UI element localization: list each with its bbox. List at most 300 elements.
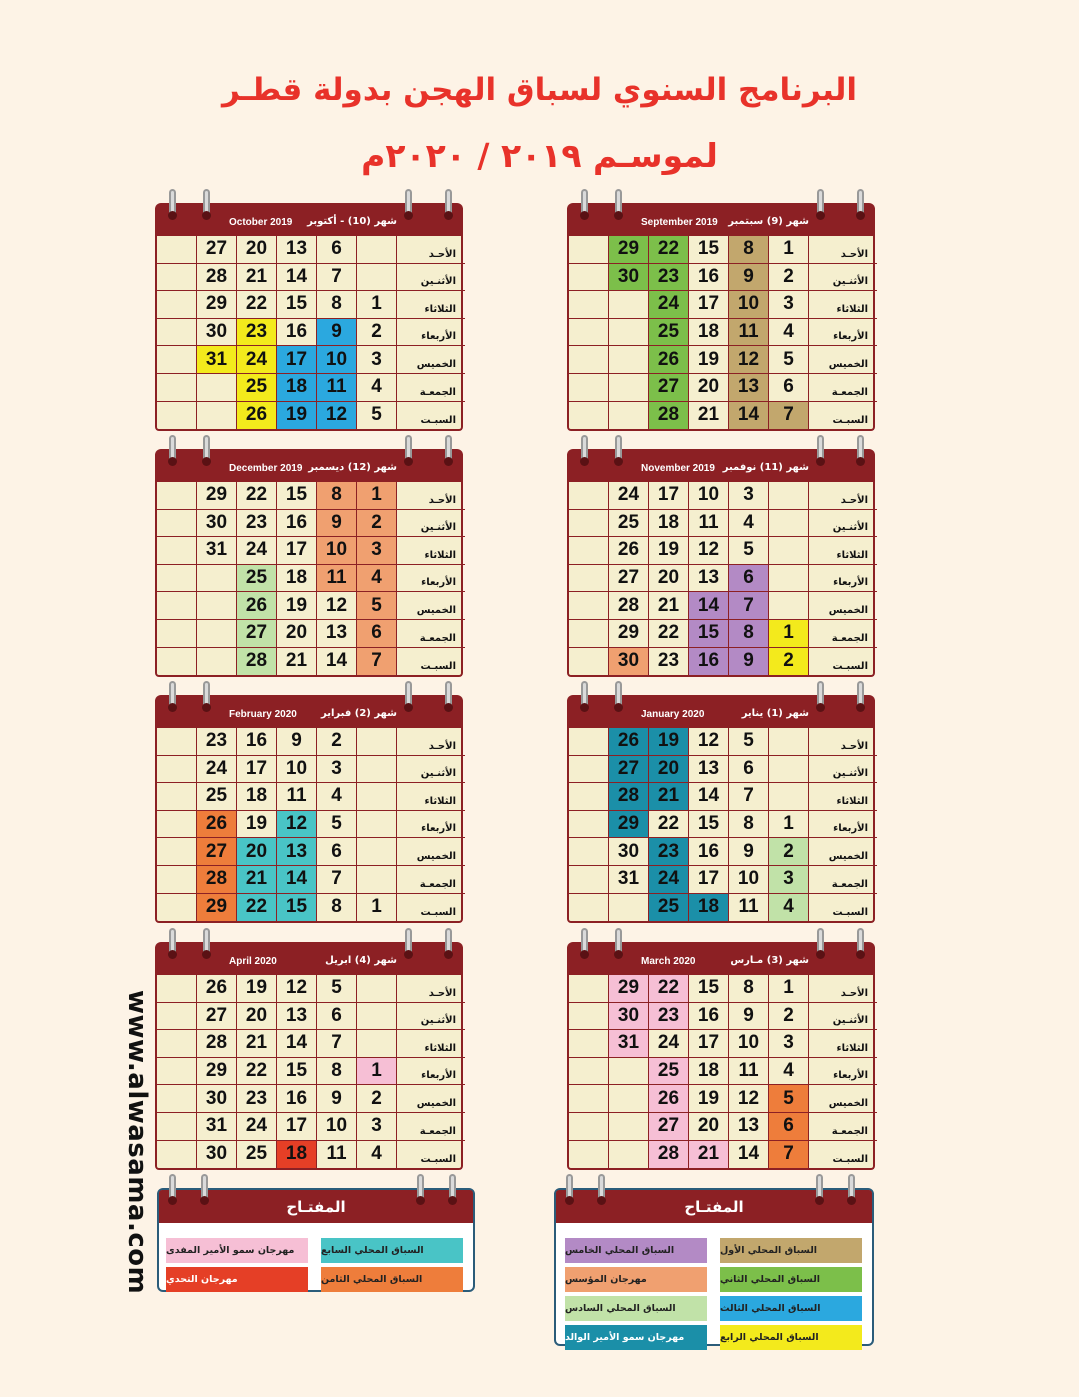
day-cell: 3 — [357, 537, 397, 565]
month-name-english: October 2019 — [229, 217, 293, 228]
weekday-label: الجمعـة — [397, 866, 465, 894]
day-cell: 23 — [649, 264, 689, 292]
weekday-label: الأحـد — [809, 728, 877, 756]
binder-ring-icon — [169, 189, 176, 219]
month-grid — [155, 728, 463, 923]
month-header — [155, 449, 463, 482]
empty-cell — [157, 592, 197, 620]
day-cell: 25 — [649, 319, 689, 347]
binder-ring-icon — [848, 1174, 855, 1204]
empty-cell — [569, 537, 609, 565]
day-cell: 11 — [317, 1141, 357, 1169]
day-cell: 1 — [357, 1058, 397, 1086]
day-cell: 4 — [729, 510, 769, 538]
weekday-label: الخميس — [809, 592, 877, 620]
day-cell: 8 — [729, 811, 769, 839]
empty-cell — [157, 374, 197, 402]
empty-cell — [609, 1141, 649, 1169]
empty-cell — [357, 236, 397, 264]
weekday-label: الأثنـين — [397, 510, 465, 538]
weekday-label: الثلاثاء — [809, 537, 877, 565]
binder-ring-icon — [445, 435, 452, 465]
empty-cell — [569, 783, 609, 811]
day-cell: 1 — [769, 620, 809, 648]
weekday-label: الخميس — [809, 1085, 877, 1113]
day-cell: 1 — [769, 236, 809, 264]
binder-ring-icon — [817, 435, 824, 465]
day-cell: 23 — [237, 319, 277, 347]
day-cell: 13 — [277, 838, 317, 866]
empty-cell — [569, 975, 609, 1003]
weekday-label: الأربعاء — [809, 1058, 877, 1086]
binder-ring-icon — [857, 928, 864, 958]
empty-cell — [157, 1141, 197, 1169]
day-cell: 12 — [277, 975, 317, 1003]
month-header — [567, 449, 875, 482]
day-cell: 29 — [197, 291, 237, 319]
weekday-label: الأربعاء — [809, 319, 877, 347]
day-cell: 25 — [649, 1058, 689, 1086]
day-cell: 25 — [237, 1141, 277, 1169]
empty-cell — [569, 592, 609, 620]
day-cell: 3 — [769, 866, 809, 894]
empty-cell — [157, 291, 197, 319]
month-calendar-nov — [567, 449, 875, 677]
weekday-label: الخميس — [397, 592, 465, 620]
day-cell: 30 — [609, 648, 649, 676]
month-calendar-dec — [155, 449, 463, 677]
day-cell: 12 — [317, 592, 357, 620]
month-name-arabic: شهر (4) ابريل — [325, 955, 397, 966]
day-cell: 28 — [609, 592, 649, 620]
empty-cell — [569, 236, 609, 264]
binder-ring-icon — [203, 189, 210, 219]
day-cell: 9 — [277, 728, 317, 756]
day-cell: 9 — [729, 838, 769, 866]
day-cell: 5 — [357, 402, 397, 430]
empty-cell — [569, 402, 609, 430]
weekday-label: الأثنـين — [397, 756, 465, 784]
month-name-arabic: شهر (11) نوفمبر — [722, 462, 809, 473]
day-cell: 13 — [689, 756, 729, 784]
empty-cell — [569, 1058, 609, 1086]
weekday-label: الأثنـين — [809, 756, 877, 784]
binder-ring-icon — [857, 189, 864, 219]
weekday-label: الثلاثاء — [809, 291, 877, 319]
day-cell: 20 — [277, 620, 317, 648]
day-cell: 23 — [649, 648, 689, 676]
day-cell: 29 — [609, 811, 649, 839]
key-title: المفتـاح — [286, 1198, 346, 1216]
month-name-english: April 2020 — [229, 956, 277, 967]
weekday-label: الثلاثاء — [397, 1030, 465, 1058]
empty-cell — [569, 565, 609, 593]
empty-cell — [609, 1085, 649, 1113]
binder-ring-icon — [169, 681, 176, 711]
day-cell: 21 — [277, 648, 317, 676]
empty-cell — [569, 1141, 609, 1169]
key-item: السباق المحلي السادس — [565, 1296, 707, 1321]
day-cell: 22 — [237, 894, 277, 922]
day-cell: 15 — [277, 482, 317, 510]
month-name-arabic: شهر (10) - أكتوبر — [307, 216, 397, 227]
day-cell: 4 — [769, 1058, 809, 1086]
day-cell: 3 — [357, 346, 397, 374]
day-cell: 18 — [277, 1141, 317, 1169]
month-grid — [567, 236, 875, 431]
day-cell: 15 — [689, 620, 729, 648]
empty-cell — [357, 1003, 397, 1031]
day-cell: 6 — [317, 236, 357, 264]
month-calendar-oct — [155, 203, 463, 431]
binder-ring-icon — [857, 681, 864, 711]
binder-ring-icon — [816, 1174, 823, 1204]
binder-ring-icon — [445, 189, 452, 219]
day-cell: 24 — [609, 482, 649, 510]
day-cell: 11 — [317, 374, 357, 402]
day-cell: 19 — [649, 728, 689, 756]
empty-cell — [357, 728, 397, 756]
binder-ring-icon — [615, 435, 622, 465]
empty-cell — [609, 346, 649, 374]
day-cell: 1 — [357, 894, 397, 922]
day-cell: 22 — [649, 620, 689, 648]
weekday-label: السبـت — [832, 1154, 868, 1166]
day-cell: 1 — [769, 975, 809, 1003]
day-cell: 27 — [609, 565, 649, 593]
day-cell: 10 — [317, 1113, 357, 1141]
day-cell: 5 — [769, 1085, 809, 1113]
day-cell: 12 — [689, 728, 729, 756]
day-cell: 29 — [197, 894, 237, 922]
day-cell: 12 — [729, 346, 769, 374]
month-name-english: February 2020 — [229, 709, 297, 720]
day-cell: 29 — [609, 975, 649, 1003]
month-name-arabic: شهر (2) فبراير — [321, 708, 397, 719]
empty-cell — [609, 374, 649, 402]
day-cell: 10 — [729, 866, 769, 894]
day-cell: 7 — [729, 783, 769, 811]
day-cell: 16 — [237, 728, 277, 756]
empty-cell — [609, 291, 649, 319]
empty-cell — [197, 592, 237, 620]
day-cell: 3 — [769, 1030, 809, 1058]
day-cell: 30 — [609, 838, 649, 866]
day-cell: 8 — [317, 1058, 357, 1086]
day-cell: 21 — [649, 592, 689, 620]
binder-ring-icon — [203, 681, 210, 711]
key-item: مهرجان سمو الأمير الوالد — [565, 1325, 707, 1350]
day-cell: 5 — [729, 728, 769, 756]
month-grid — [567, 975, 875, 1170]
weekday-label: الأثنـين — [809, 264, 877, 292]
day-cell: 1 — [357, 482, 397, 510]
day-cell: 6 — [729, 565, 769, 593]
empty-cell — [157, 783, 197, 811]
binder-ring-icon — [581, 435, 588, 465]
day-cell: 26 — [237, 402, 277, 430]
day-cell: 11 — [317, 565, 357, 593]
empty-cell — [569, 1113, 609, 1141]
day-cell: 3 — [769, 291, 809, 319]
weekday-label: الجمعـة — [397, 1113, 465, 1141]
empty-cell — [197, 620, 237, 648]
binder-ring-icon — [405, 435, 412, 465]
empty-cell — [769, 756, 809, 784]
weekday-label: الأربعاء — [397, 565, 465, 593]
empty-cell — [157, 319, 197, 347]
day-cell: 5 — [317, 811, 357, 839]
day-cell: 4 — [357, 1141, 397, 1169]
empty-cell — [157, 838, 197, 866]
day-cell: 4 — [317, 783, 357, 811]
empty-cell — [569, 291, 609, 319]
day-cell: 12 — [317, 402, 357, 430]
empty-cell — [157, 1058, 197, 1086]
day-cell: 21 — [237, 264, 277, 292]
weekday-label: الأحـد — [809, 236, 877, 264]
empty-cell — [569, 510, 609, 538]
day-cell: 11 — [729, 319, 769, 347]
day-cell: 28 — [197, 866, 237, 894]
empty-cell — [769, 510, 809, 538]
month-header — [155, 695, 463, 728]
empty-cell — [197, 565, 237, 593]
day-cell: 24 — [649, 1030, 689, 1058]
empty-cell — [197, 648, 237, 676]
weekday-label: الجمعـة — [809, 374, 877, 402]
day-cell: 29 — [197, 482, 237, 510]
key-item: السباق المحلي الأول — [720, 1238, 862, 1263]
month-grid — [155, 482, 463, 677]
day-cell: 20 — [237, 236, 277, 264]
day-cell: 26 — [197, 811, 237, 839]
empty-cell — [769, 783, 809, 811]
day-cell: 16 — [277, 319, 317, 347]
day-cell: 10 — [689, 482, 729, 510]
weekday-label: الخميس — [397, 838, 465, 866]
day-cell: 19 — [277, 402, 317, 430]
day-cell: 13 — [689, 565, 729, 593]
day-cell: 8 — [729, 975, 769, 1003]
day-cell: 8 — [317, 291, 357, 319]
day-cell: 5 — [357, 592, 397, 620]
day-cell: 5 — [769, 346, 809, 374]
month-name-english: January 2020 — [641, 709, 705, 720]
weekday-label: الخميس — [809, 838, 877, 866]
day-cell: 9 — [317, 319, 357, 347]
empty-cell — [569, 728, 609, 756]
month-header — [567, 942, 875, 975]
day-cell: 23 — [237, 1085, 277, 1113]
day-cell: 18 — [277, 565, 317, 593]
binder-ring-icon — [566, 1174, 573, 1204]
day-cell: 31 — [609, 866, 649, 894]
empty-cell — [357, 783, 397, 811]
binder-ring-icon — [817, 681, 824, 711]
month-grid — [155, 975, 463, 1170]
weekday-label: الأربعاء — [809, 811, 877, 839]
empty-cell — [569, 866, 609, 894]
empty-cell — [157, 482, 197, 510]
day-cell: 19 — [237, 811, 277, 839]
day-cell: 10 — [317, 346, 357, 374]
key-item: السباق المحلي الثامن — [321, 1267, 463, 1292]
month-grid — [155, 236, 463, 431]
day-cell: 19 — [689, 346, 729, 374]
weekday-label: السبـت — [832, 661, 868, 673]
weekday-label: الأربعاء — [397, 319, 465, 347]
weekday-label: الأثنـين — [397, 264, 465, 292]
day-cell: 22 — [649, 236, 689, 264]
day-cell: 6 — [317, 1003, 357, 1031]
empty-cell — [157, 510, 197, 538]
weekday-label: الأثنـين — [397, 1003, 465, 1031]
binder-ring-icon — [615, 681, 622, 711]
day-cell: 15 — [277, 894, 317, 922]
day-cell: 22 — [649, 811, 689, 839]
weekday-label: الثلاثاء — [809, 1030, 877, 1058]
weekday-label: السبـت — [420, 661, 456, 673]
empty-cell — [569, 894, 609, 922]
month-header — [567, 695, 875, 728]
month-calendar-feb — [155, 695, 463, 923]
binder-ring-icon — [405, 928, 412, 958]
day-cell: 3 — [357, 1113, 397, 1141]
binder-ring-icon — [169, 1174, 176, 1204]
day-cell: 10 — [729, 1030, 769, 1058]
day-cell: 24 — [237, 1113, 277, 1141]
empty-cell — [357, 1030, 397, 1058]
day-cell: 28 — [649, 402, 689, 430]
day-cell: 23 — [197, 728, 237, 756]
binder-ring-icon — [405, 681, 412, 711]
day-cell: 17 — [689, 1030, 729, 1058]
day-cell: 19 — [649, 537, 689, 565]
day-cell: 4 — [769, 894, 809, 922]
day-cell: 2 — [357, 319, 397, 347]
day-cell: 30 — [197, 1085, 237, 1113]
empty-cell — [157, 1085, 197, 1113]
month-name-arabic: شهر (3) مـارس — [730, 955, 809, 966]
empty-cell — [569, 374, 609, 402]
day-cell: 14 — [689, 783, 729, 811]
day-cell: 13 — [729, 374, 769, 402]
day-cell: 21 — [237, 1030, 277, 1058]
weekday-label: الثلاثاء — [397, 783, 465, 811]
weekday-label: الأثنـين — [809, 1003, 877, 1031]
empty-cell — [569, 648, 609, 676]
day-cell: 27 — [197, 1003, 237, 1031]
weekday-label: الجمعـة — [809, 866, 877, 894]
binder-ring-icon — [203, 435, 210, 465]
day-cell: 17 — [689, 866, 729, 894]
day-cell: 14 — [277, 866, 317, 894]
key-item: السباق المحلي الثاني — [720, 1267, 862, 1292]
day-cell: 24 — [649, 291, 689, 319]
day-cell: 22 — [649, 975, 689, 1003]
day-cell: 5 — [729, 537, 769, 565]
binder-ring-icon — [445, 928, 452, 958]
empty-cell — [357, 838, 397, 866]
empty-cell — [769, 592, 809, 620]
empty-cell — [769, 565, 809, 593]
empty-cell — [569, 346, 609, 374]
empty-cell — [609, 894, 649, 922]
day-cell: 1 — [769, 811, 809, 839]
day-cell: 20 — [237, 1003, 277, 1031]
weekday-label: الخميس — [809, 346, 877, 374]
key-item: مهرجان المؤسس — [565, 1267, 707, 1292]
day-cell: 17 — [237, 756, 277, 784]
binder-ring-icon — [581, 189, 588, 219]
weekday-label: السبـت — [832, 415, 868, 427]
month-header — [567, 203, 875, 236]
day-cell: 11 — [729, 894, 769, 922]
key-header — [159, 1190, 473, 1223]
binder-ring-icon — [857, 435, 864, 465]
day-cell: 10 — [317, 537, 357, 565]
weekday-label: السبـت — [420, 1154, 456, 1166]
empty-cell — [157, 811, 197, 839]
empty-cell — [569, 319, 609, 347]
empty-cell — [609, 1113, 649, 1141]
day-cell: 30 — [197, 319, 237, 347]
day-cell: 24 — [237, 346, 277, 374]
day-cell: 11 — [277, 783, 317, 811]
day-cell: 17 — [689, 291, 729, 319]
day-cell: 21 — [237, 866, 277, 894]
day-cell: 6 — [769, 374, 809, 402]
empty-cell — [157, 728, 197, 756]
day-cell: 8 — [317, 894, 357, 922]
day-cell: 4 — [357, 374, 397, 402]
weekday-label: الخميس — [397, 346, 465, 374]
weekday-label: الخميس — [397, 1085, 465, 1113]
day-cell: 10 — [277, 756, 317, 784]
day-cell: 6 — [357, 620, 397, 648]
empty-cell — [569, 482, 609, 510]
day-cell: 20 — [649, 565, 689, 593]
day-cell: 9 — [729, 648, 769, 676]
day-cell: 24 — [237, 537, 277, 565]
day-cell: 14 — [729, 402, 769, 430]
day-cell: 7 — [317, 866, 357, 894]
day-cell: 31 — [197, 346, 237, 374]
day-cell: 27 — [649, 1113, 689, 1141]
weekday-label: الأربعاء — [809, 565, 877, 593]
day-cell: 9 — [729, 1003, 769, 1031]
page-title: البرنامج السنوي لسباق الهجن بدولة قطـر — [221, 72, 858, 108]
day-cell: 7 — [769, 402, 809, 430]
day-cell: 31 — [197, 1113, 237, 1141]
month-calendar-sep — [567, 203, 875, 431]
day-cell: 2 — [769, 648, 809, 676]
day-cell: 2 — [357, 1085, 397, 1113]
empty-cell — [157, 236, 197, 264]
day-cell: 26 — [609, 537, 649, 565]
day-cell: 3 — [729, 482, 769, 510]
day-cell: 31 — [609, 1030, 649, 1058]
empty-cell — [157, 975, 197, 1003]
month-name-english: December 2019 — [229, 463, 303, 474]
day-cell: 29 — [609, 620, 649, 648]
day-cell: 22 — [237, 291, 277, 319]
empty-cell — [569, 1085, 609, 1113]
day-cell: 27 — [197, 838, 237, 866]
binder-ring-icon — [203, 928, 210, 958]
website-url[interactable]: www.alwasama.com — [122, 990, 152, 1295]
